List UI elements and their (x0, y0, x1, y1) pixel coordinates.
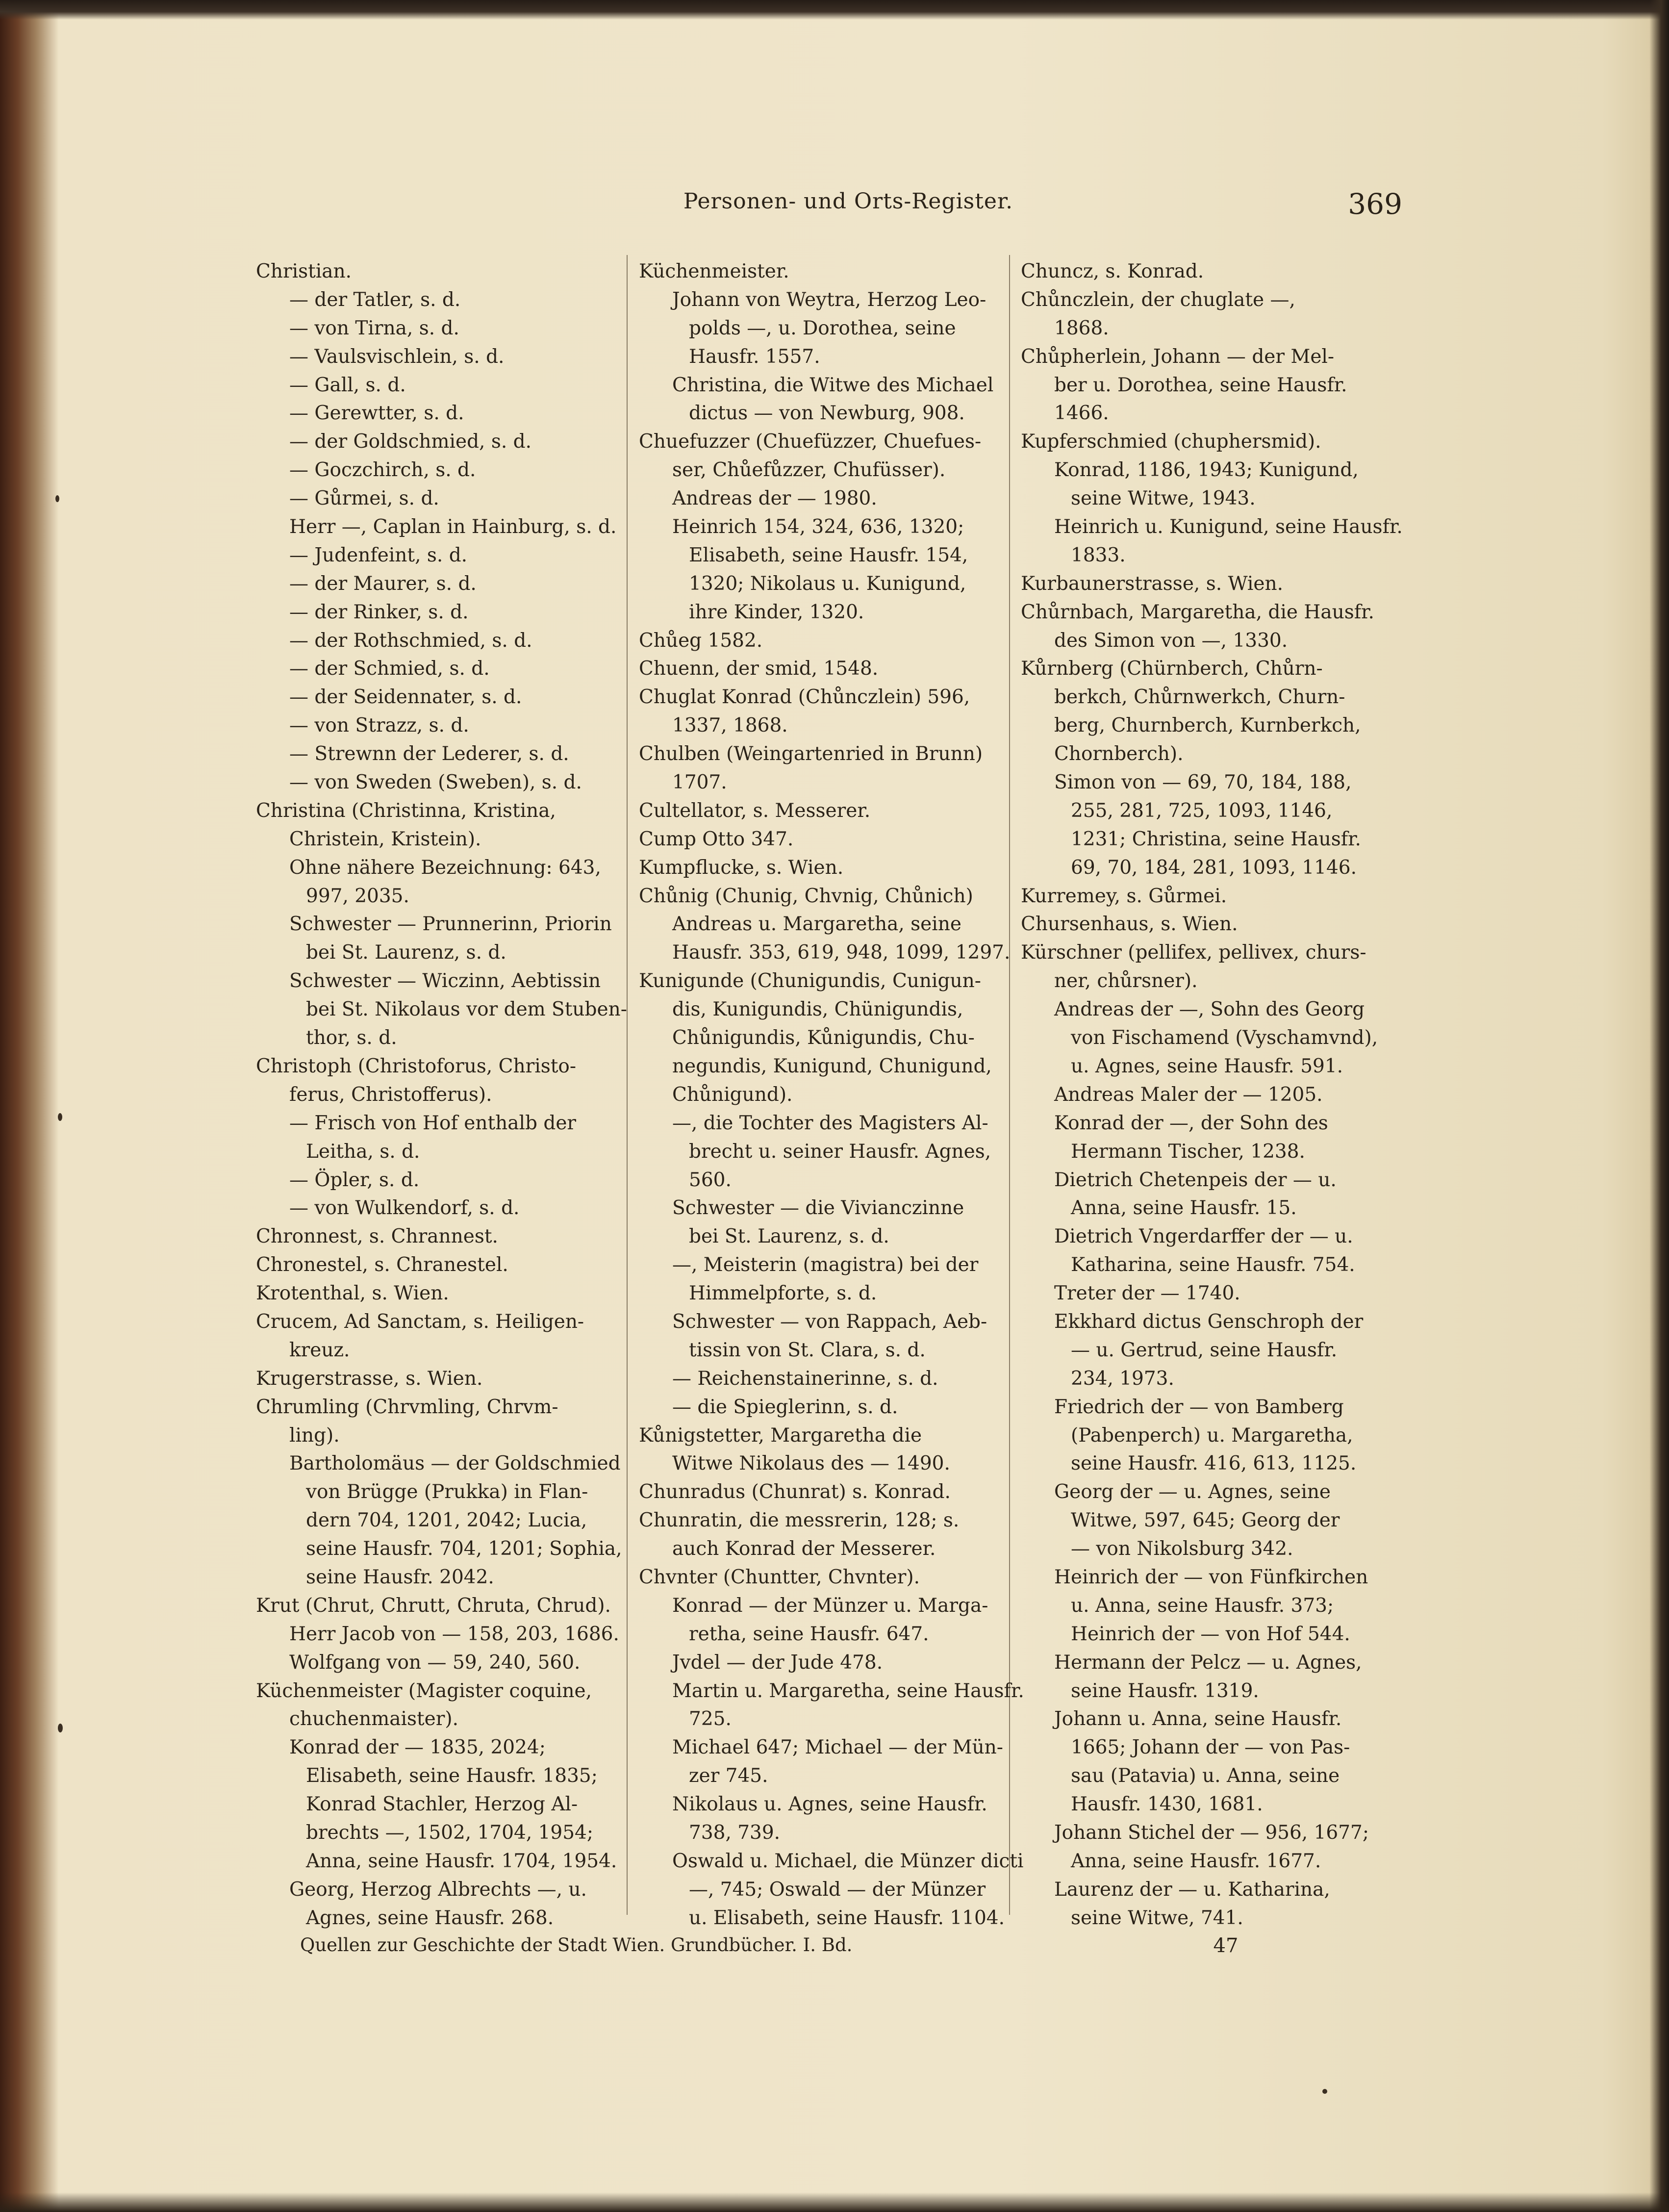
register-headword-line: Krut (Chrut, Chrutt, Chruta, Chrud). (256, 1594, 611, 1617)
register-entry-line: —, die Tochter des Magisters Al- (672, 1112, 988, 1134)
register-entry-line: — der Schmied, s. d. (289, 658, 490, 680)
register-entry-line: dis, Kunigundis, Chünigundis, (672, 998, 963, 1021)
register-entry-line: Herr —, Caplan in Hainburg, s. d. (289, 516, 617, 538)
register-entry-line: Heinrich u. Kunigund, seine Hausfr. (1054, 516, 1403, 538)
register-entry-line: Georg der — u. Agnes, seine (1054, 1481, 1331, 1503)
register-entry-line: Johann u. Anna, seine Hausfr. (1054, 1708, 1342, 1730)
register-entry-line: — der Rinker, s. d. (289, 601, 469, 623)
register-entry-line: Chůnigund). (672, 1083, 793, 1106)
register-entry-line: 1231; Christina, seine Hausfr. (1071, 828, 1361, 850)
register-entry-line: 738, 739. (689, 1821, 781, 1844)
register-headword-line: Krotenthal, s. Wien. (256, 1282, 449, 1305)
register-entry-line: Anna, seine Hausfr. 15. (1071, 1197, 1297, 1220)
register-headword-line: Chulben (Weingartenried in Brunn) (639, 743, 983, 765)
register-entry-line: seine Hausfr. 416, 613, 1125. (1071, 1452, 1357, 1475)
register-entry-line: Michael 647; Michael — der Mün- (672, 1736, 1003, 1759)
register-entry-line: Heinrich 154, 324, 636, 1320; (672, 516, 964, 538)
register-entry-line: Chůnigundis, Kůnigundis, Chu- (672, 1027, 975, 1049)
ink-spot (55, 495, 59, 502)
register-entry-line: Schwester — die Vivianczinne (672, 1197, 964, 1220)
register-entry-line: — der Seidennater, s. d. (289, 686, 522, 709)
register-entry-line: ling). (289, 1424, 340, 1447)
register-entry-line: ber u. Dorothea, seine Hausfr. (1054, 374, 1347, 396)
register-entry-line: Andreas Maler der — 1205. (1054, 1083, 1323, 1106)
column-divider (627, 255, 628, 1915)
register-entry-line: Chornberch). (1054, 743, 1184, 765)
register-entry-line: brecht u. seiner Hausfr. Agnes, (689, 1140, 991, 1163)
register-entry-line: Hermann der Pelcz — u. Agnes, (1054, 1651, 1362, 1674)
register-entry-line: bei St. Laurenz, s. d. (689, 1225, 889, 1248)
register-headword-line: Chuglat Konrad (Chůnczlein) 596, (639, 686, 970, 709)
register-headword-line: Cump Otto 347. (639, 828, 794, 850)
register-entry-line: Schwester — Prunnerinn, Priorin (289, 913, 612, 936)
register-entry-line: Hermann Tischer, 1238. (1071, 1140, 1305, 1163)
register-entry-line: 1320; Nikolaus u. Kunigund, (689, 572, 966, 595)
register-entry-line: Andreas der — 1980. (672, 487, 877, 510)
register-entry-line: ner, chůrsner). (1054, 970, 1198, 992)
register-entry-line: Dietrich Vngerdarffer der — u. (1054, 1225, 1353, 1248)
register-entry-line: seine Hausfr. 1319. (1071, 1679, 1259, 1702)
register-headword-line: Küchenmeister. (639, 260, 789, 282)
register-entry-line: Martin u. Margaretha, seine Hausfr. (672, 1679, 1024, 1702)
printer-signature: 47 (1213, 1934, 1239, 1957)
register-entry-line: brechts —, 1502, 1704, 1954; (306, 1821, 594, 1844)
register-entry-line: Christein, Kristein). (289, 828, 481, 850)
register-headword-line: Kůrnberg (Chürnberch, Chůrn- (1021, 658, 1323, 680)
register-entry-line: u. Anna, seine Hausfr. 373; (1071, 1594, 1334, 1617)
scan-top-edge (0, 0, 1669, 20)
register-entry-line: (Pabenperch) u. Margaretha, (1071, 1424, 1353, 1447)
register-entry-line: Dietrich Chetenpeis der — u. (1054, 1169, 1337, 1191)
register-entry-line: Bartholomäus — der Goldschmied (289, 1452, 621, 1475)
register-entry-line: 69, 70, 184, 281, 1093, 1146. (1071, 856, 1357, 879)
register-entry-line: Heinrich der — von Fünfkirchen (1054, 1566, 1368, 1588)
register-entry-line: — Goczchirch, s. d. (289, 459, 476, 482)
register-entry-line: Laurenz der — u. Katharina, (1054, 1878, 1330, 1901)
register-headword-line: Christian. (256, 260, 352, 282)
register-entry-line: — von Wulkendorf, s. d. (289, 1197, 520, 1220)
register-entry-line: Anna, seine Hausfr. 1704, 1954. (306, 1850, 617, 1872)
register-entry-line: Andreas u. Margaretha, seine (672, 913, 961, 936)
register-entry-line: 725. (689, 1708, 732, 1730)
register-entry-line: u. Agnes, seine Hausfr. 591. (1071, 1055, 1343, 1077)
running-title: Personen- und Orts-Register. (683, 189, 1013, 214)
register-entry-line: kreuz. (289, 1339, 350, 1361)
register-entry-line: polds —, u. Dorothea, seine (689, 317, 956, 339)
register-entry-line: ferus, Christofferus). (289, 1083, 492, 1106)
register-column-1 (256, 257, 627, 1932)
register-entry-line: auch Konrad der Messerer. (672, 1538, 936, 1560)
register-entry-line: Johann von Weytra, Herzog Leo- (672, 288, 986, 311)
register-entry-line: Heinrich der — von Hof 544. (1071, 1623, 1350, 1645)
register-headword-line: Chronestel, s. Chranestel. (256, 1254, 508, 1276)
binding-edge (0, 0, 59, 2212)
register-headword-line: Chvnter (Chuntter, Chvnter). (639, 1566, 920, 1588)
register-headword-line: Chuncz, s. Konrad. (1021, 260, 1204, 282)
register-entry-line: — Gůrmei, s. d. (289, 487, 439, 510)
register-entry-line: Nikolaus u. Agnes, seine Hausfr. (672, 1793, 987, 1816)
register-entry-line: — der Goldschmied, s. d. (289, 431, 531, 453)
register-entry-line: Leitha, s. d. (306, 1140, 420, 1163)
register-entry-line: — Gerewtter, s. d. (289, 402, 464, 425)
register-headword-line: Kupferschmied (chuphersmid). (1021, 431, 1321, 453)
scan-right-edge (1649, 0, 1669, 2212)
register-entry-line: berkch, Chůrnwerkch, Churn- (1054, 686, 1345, 709)
register-entry-line: negundis, Kunigund, Chunigund, (672, 1055, 992, 1077)
register-entry-line: 255, 281, 725, 1093, 1146, (1071, 799, 1333, 822)
register-entry-line: — der Rothschmied, s. d. (289, 629, 532, 652)
register-entry-line: seine Witwe, 1943. (1071, 487, 1256, 510)
register-entry-line: von Fischamend (Vyschamvnd), (1071, 1027, 1378, 1049)
register-entry-line: — die Spieglerinn, s. d. (672, 1396, 898, 1418)
register-entry-line: —, Meisterin (magistra) bei der (672, 1254, 979, 1276)
register-entry-line: u. Elisabeth, seine Hausfr. 1104. (689, 1907, 1005, 1929)
register-headword-line: Chůeg 1582. (639, 629, 763, 652)
column-divider (1009, 255, 1010, 1915)
register-entry-line: Witwe Nikolaus des — 1490. (672, 1452, 950, 1475)
register-headword-line: Kůnigstetter, Margaretha die (639, 1424, 922, 1447)
register-entry-line: Konrad der —, der Sohn des (1054, 1112, 1328, 1134)
register-entry-line: 997, 2035. (306, 885, 409, 907)
register-entry-line: — Vaulsvischlein, s. d. (289, 345, 505, 368)
register-entry-line: Oswald u. Michael, die Münzer dicti (672, 1850, 1024, 1872)
register-entry-line: sau (Patavia) u. Anna, seine (1071, 1765, 1340, 1787)
register-headword-line: Küchenmeister (Magister coquine, (256, 1679, 592, 1702)
register-entry-line: 1868. (1054, 317, 1109, 339)
register-entry-line: bei St. Laurenz, s. d. (306, 941, 506, 964)
register-entry-line: Jvdel — der Jude 478. (672, 1651, 883, 1674)
register-headword-line: Chrumling (Chrvmling, Chrvm- (256, 1396, 558, 1418)
register-entry-line: — Reichenstainerinne, s. d. (672, 1367, 938, 1390)
register-headword-line: Kumpflucke, s. Wien. (639, 856, 844, 879)
register-entry-line: Elisabeth, seine Hausfr. 154, (689, 544, 968, 566)
register-entry-line: Elisabeth, seine Hausfr. 1835; (306, 1765, 598, 1787)
ink-spot (1322, 2089, 1327, 2094)
register-entry-line: — von Sweden (Sweben), s. d. (289, 771, 582, 794)
register-column-3 (1021, 257, 1403, 1932)
register-headword-line: Christina (Christinna, Kristina, (256, 799, 556, 822)
register-entry-line: von Brügge (Prukka) in Flan- (306, 1481, 588, 1503)
register-entry-line: tissin von St. Clara, s. d. (689, 1339, 926, 1361)
register-entry-line: retha, seine Hausfr. 647. (689, 1623, 929, 1645)
register-entry-line: Katharina, seine Hausfr. 754. (1071, 1254, 1355, 1276)
register-headword-line: Chůnczlein, der chuglate —, (1021, 288, 1295, 311)
register-entry-line: des Simon von —, 1330. (1054, 629, 1288, 652)
register-entry-line: Konrad der — 1835, 2024; (289, 1736, 546, 1759)
register-entry-line: — von Tirna, s. d. (289, 317, 459, 339)
register-headword-line: Chunradus (Chunrat) s. Konrad. (639, 1481, 951, 1503)
register-entry-line: — der Maurer, s. d. (289, 572, 477, 595)
register-headword-line: Crucem, Ad Sanctam, s. Heiligen- (256, 1310, 584, 1333)
register-entry-line: Andreas der —, Sohn des Georg (1054, 998, 1365, 1021)
register-entry-line: Friedrich der — von Bamberg (1054, 1396, 1344, 1418)
register-headword-line: Christoph (Christoforus, Christo- (256, 1055, 577, 1077)
register-entry-line: — von Nikolsburg 342. (1071, 1538, 1293, 1560)
register-entry-line: Konrad — der Münzer u. Marga- (672, 1594, 988, 1617)
register-headword-line: Chůpherlein, Johann — der Mel- (1021, 345, 1335, 368)
register-entry-line: 1707. (672, 771, 727, 794)
register-entry-line: seine Hausfr. 2042. (306, 1566, 494, 1588)
register-entry-line: — u. Gertrud, seine Hausfr. (1071, 1339, 1338, 1361)
register-entry-line: berg, Churnberch, Kurnberkch, (1054, 714, 1361, 737)
register-entry-line: Treter der — 1740. (1054, 1282, 1240, 1305)
register-entry-line: —, 745; Oswald — der Münzer (689, 1878, 986, 1901)
register-entry-line: Hausfr. 1430, 1681. (1071, 1793, 1263, 1816)
register-headword-line: Kürschner (pellifex, pellivex, churs- (1021, 941, 1366, 964)
register-entry-line: Witwe, 597, 645; Georg der (1071, 1509, 1340, 1532)
register-entry-line: Wolfgang von — 59, 240, 560. (289, 1651, 581, 1674)
register-headword-line: Chůnig (Chunig, Chvnig, Chůnich) (639, 885, 973, 907)
register-entry-line: — Judenfeint, s. d. (289, 544, 468, 566)
footer-source: Quellen zur Geschichte der Stadt Wien. Grundbücher. I. Bd. (300, 1934, 853, 1956)
register-headword-line: Kurbaunerstrasse, s. Wien. (1021, 572, 1283, 595)
page-number: 369 (1348, 187, 1402, 221)
register-headword-line: Kurremey, s. Gůrmei. (1021, 885, 1227, 907)
register-entry-line: Herr Jacob von — 158, 203, 1686. (289, 1623, 619, 1645)
register-entry-line: 1337, 1868. (672, 714, 788, 737)
register-headword-line: Chronnest, s. Chrannest. (256, 1225, 498, 1248)
register-entry-line: zer 745. (689, 1765, 768, 1787)
register-entry-line: Hausfr. 1557. (689, 345, 820, 368)
register-entry-line: dern 704, 1201, 2042; Lucia, (306, 1509, 587, 1532)
register-entry-line: chuchenmaister). (289, 1708, 458, 1730)
register-entry-line: 234, 1973. (1071, 1367, 1174, 1390)
ink-spot (58, 1113, 62, 1121)
register-headword-line: Chuefuzzer (Chuefüzzer, Chuefues- (639, 431, 982, 453)
register-entry-line: — von Strazz, s. d. (289, 714, 469, 737)
register-entry-line: — der Tatler, s. d. (289, 288, 461, 311)
register-entry-line: dictus — von Newburg, 908. (689, 402, 965, 425)
register-column-2 (639, 257, 1024, 1932)
register-entry-line: — Öpler, s. d. (289, 1169, 420, 1191)
register-entry-line: Anna, seine Hausfr. 1677. (1071, 1850, 1321, 1872)
register-entry-line: Hausfr. 353, 619, 948, 1099, 1297. (672, 941, 1011, 964)
register-headword-line: Chuenn, der smid, 1548. (639, 658, 879, 680)
register-entry-line: thor, s. d. (306, 1027, 397, 1049)
register-entry-line: seine Hausfr. 704, 1201; Sophia, (306, 1538, 622, 1560)
register-headword-line: Chůrnbach, Margaretha, die Hausfr. (1021, 601, 1374, 623)
register-entry-line: Ekkhard dictus Genschroph der (1054, 1310, 1364, 1333)
register-entry-line: 1833. (1071, 544, 1126, 566)
register-entry-line: 1466. (1054, 402, 1109, 425)
register-entry-line: bei St. Nikolaus vor dem Stuben- (306, 998, 627, 1021)
register-entry-line: Himmelpforte, s. d. (689, 1282, 877, 1305)
register-entry-line: Ohne nähere Bezeichnung: 643, (289, 856, 601, 879)
register-entry-line: Christina, die Witwe des Michael (672, 374, 994, 396)
register-entry-line: Agnes, seine Hausfr. 268. (306, 1907, 554, 1929)
register-entry-line: seine Witwe, 741. (1071, 1907, 1243, 1929)
register-entry-line: Schwester — Wiczinn, Aebtissin (289, 970, 601, 992)
register-headword-line: Krugerstrasse, s. Wien. (256, 1367, 483, 1390)
register-headword-line: Cultellator, s. Messerer. (639, 799, 871, 822)
register-headword-line: Kunigunde (Chunigundis, Cunigun- (639, 970, 981, 992)
scan-bottom-edge (0, 2192, 1669, 2212)
ink-spot (58, 1724, 63, 1732)
register-entry-line: — Gall, s. d. (289, 374, 406, 396)
register-entry-line: ihre Kinder, 1320. (689, 601, 864, 623)
register-entry-line: Georg, Herzog Albrechts —, u. (289, 1878, 587, 1901)
register-entry-line: Konrad Stachler, Herzog Al- (306, 1793, 578, 1816)
register-entry-line: ser, Chůefůzzer, Chufüsser). (672, 459, 946, 482)
register-entry-line: Konrad, 1186, 1943; Kunigund, (1054, 459, 1359, 482)
register-entry-line: 560. (689, 1169, 732, 1191)
register-entry-line: Schwester — von Rappach, Aeb- (672, 1310, 987, 1333)
register-entry-line: 1665; Johann der — von Pas- (1071, 1736, 1350, 1759)
register-headword-line: Chursenhaus, s. Wien. (1021, 913, 1238, 936)
register-entry-line: — Frisch von Hof enthalb der (289, 1112, 577, 1134)
register-entry-line: — Strewnn der Lederer, s. d. (289, 743, 569, 765)
register-entry-line: Simon von — 69, 70, 184, 188, (1054, 771, 1352, 794)
register-headword-line: Chunratin, die messrerin, 128; s. (639, 1509, 960, 1532)
register-entry-line: Johann Stichel der — 956, 1677; (1054, 1821, 1369, 1844)
